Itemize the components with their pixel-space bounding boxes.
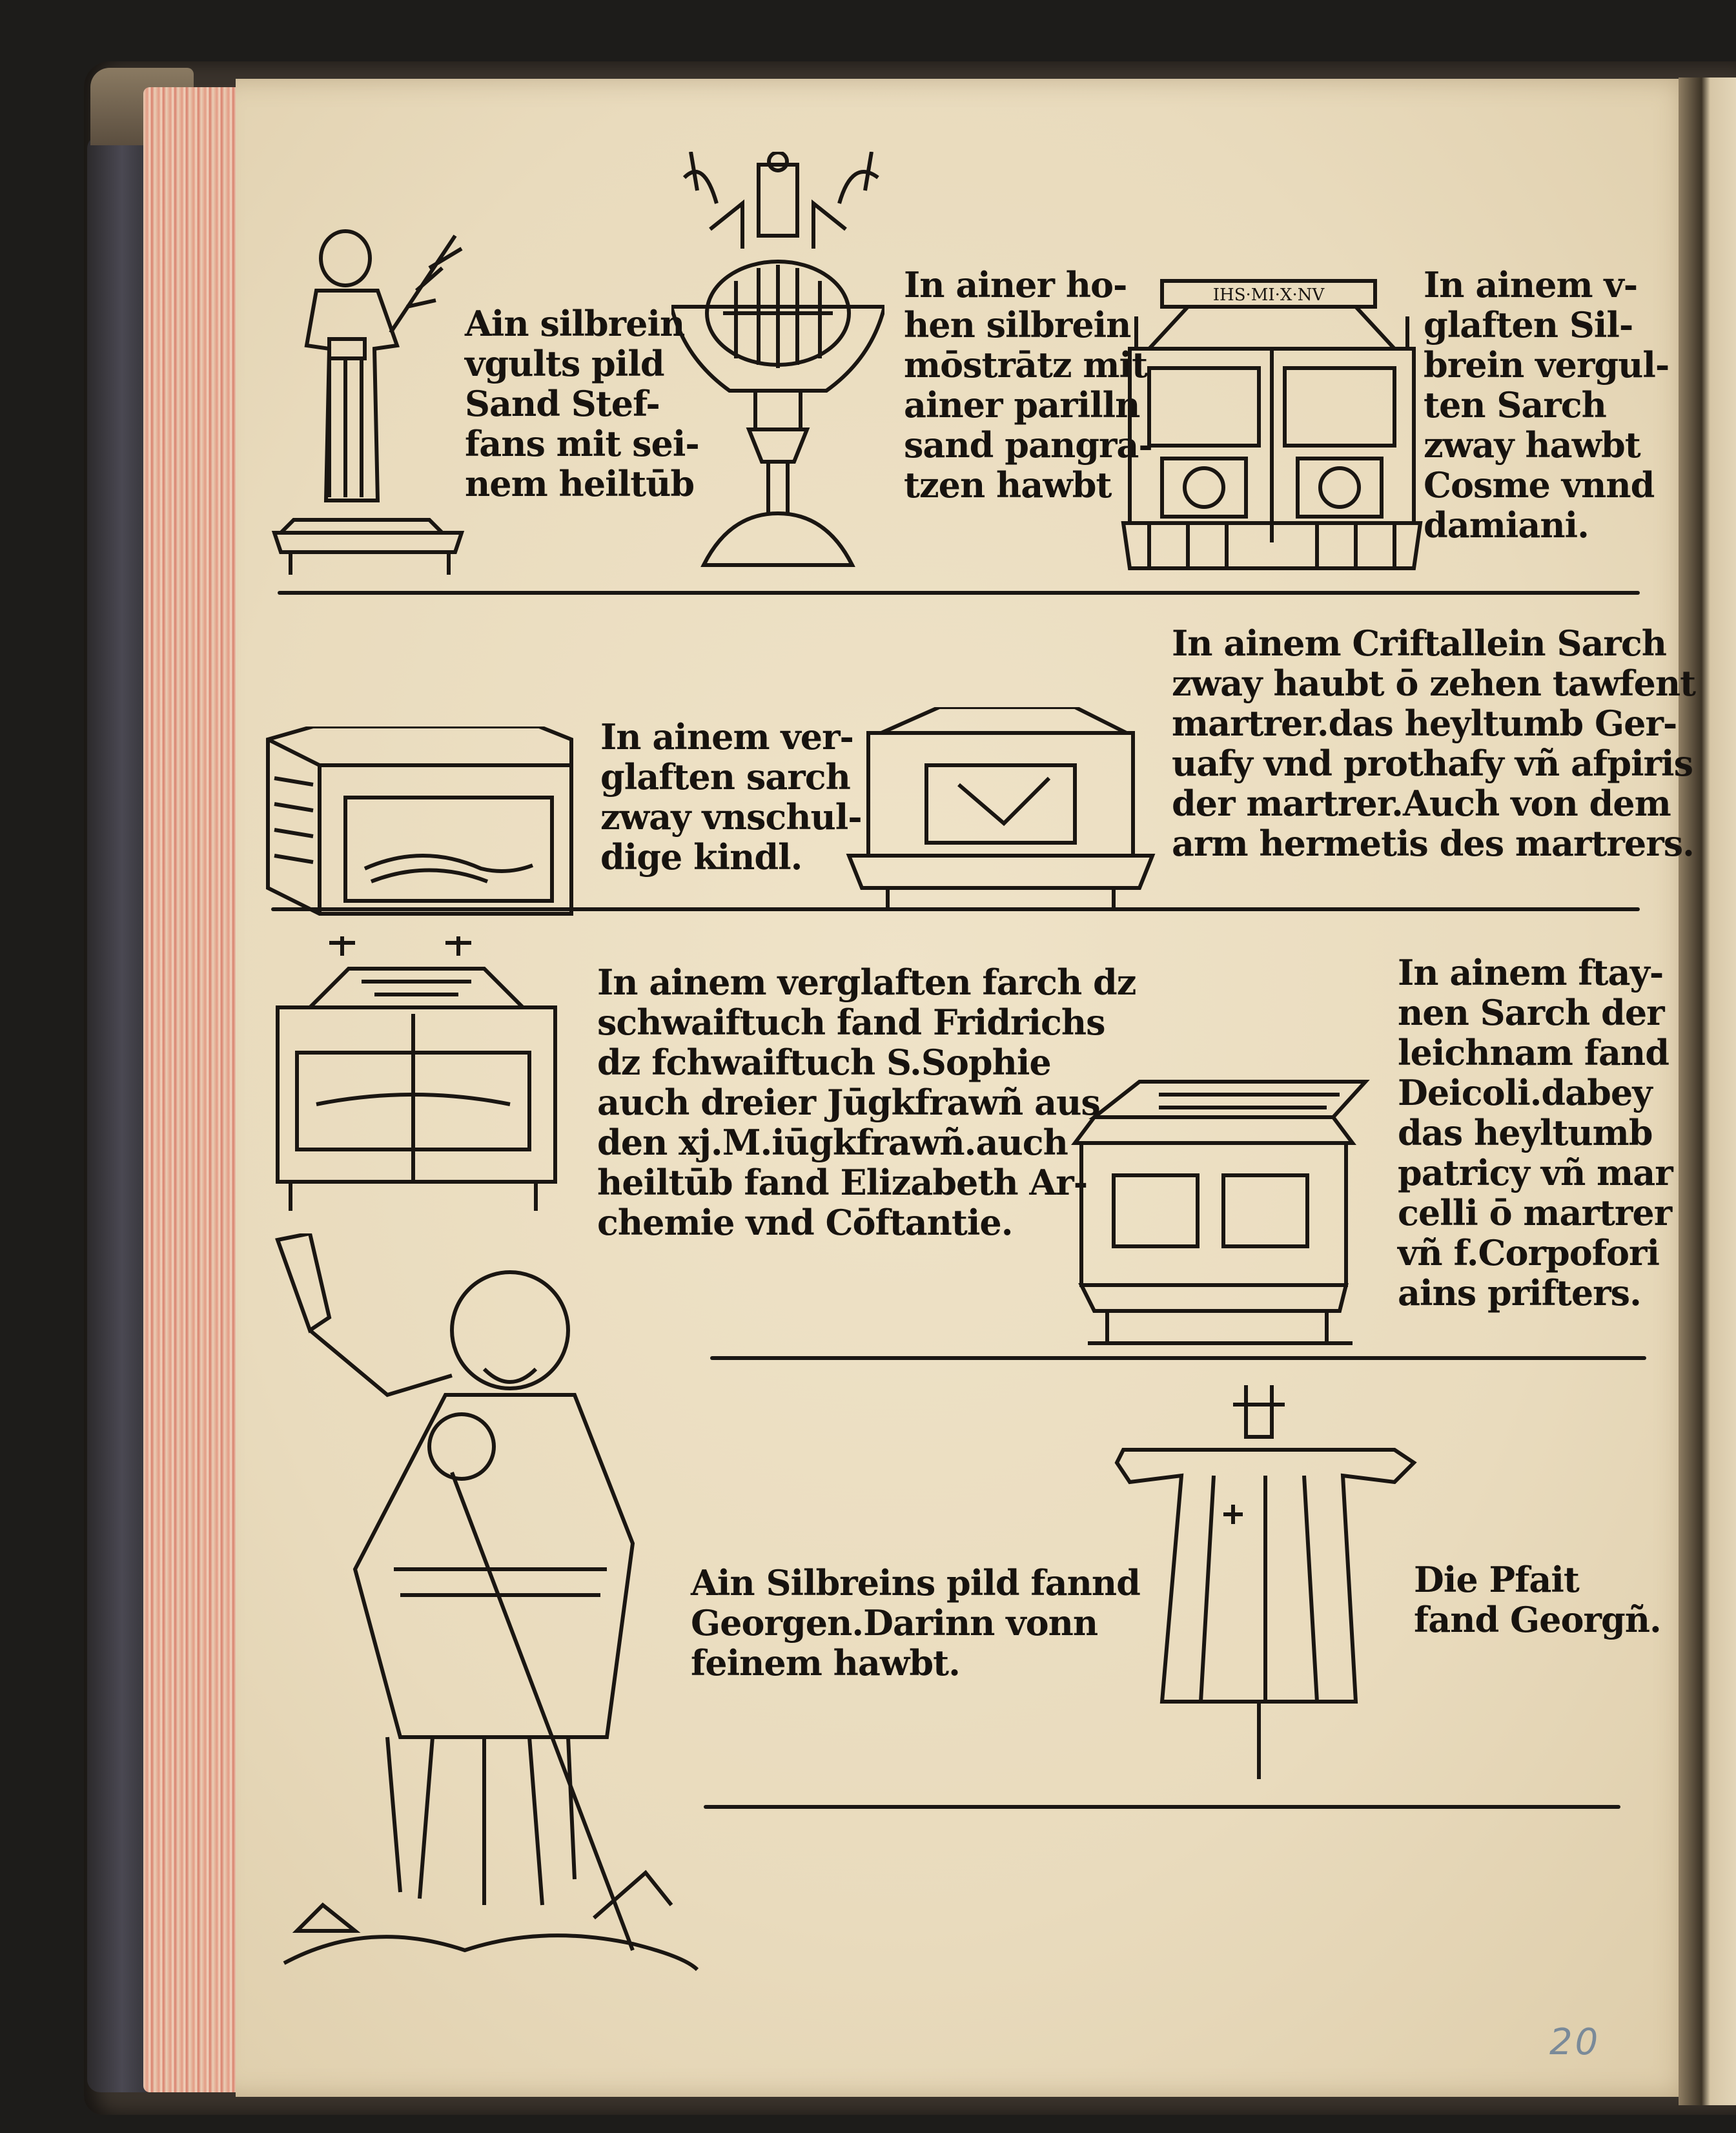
deicoli-sarch-woodcut — [1068, 1078, 1378, 1350]
page-gutter — [1679, 77, 1736, 2105]
caption-deicoli: In ainem ftay- nen Sarch der leichnam fand Deicoli.dabey das heyltumb patricy vñ mar celli ō martrer vñ f.Corpofori ains prifters. — [1398, 952, 1673, 1314]
divider-rule-1 — [278, 591, 1640, 595]
caption-stefan: Ain silbrein vgults pild Sand Stef- fans mit sei- nem heiltūb — [465, 303, 699, 504]
cristallein-sarch-woodcut — [842, 707, 1159, 907]
kindl-sarcophagus-woodcut — [261, 726, 578, 920]
page-edges — [143, 87, 247, 2092]
caption-fridrich: In ainem verglaften farch dz schwaiftuch fand Fridrichs dz fchwaiftuch S.Sophie auch dreier Jūgkfrawñ aus den xj.M.iūgkfrawñ.auch heiltūb fand Elizabeth Ar- chemie vnd Cōftantie. — [597, 962, 1136, 1243]
saint-george-statue-woodcut — [271, 1233, 710, 1976]
pangratz-monstrance-woodcut — [671, 152, 884, 578]
fridrich-sarch-woodcut — [271, 936, 575, 1221]
caption-cosme-damiani: In ainem v- glaften Sil- brein vergul- ten Sarch zway hawbt Cosme vnnd damiani. — [1424, 264, 1670, 546]
caption-pfait: Die Pfait fand Georgñ. — [1414, 1559, 1661, 1640]
stefan-statue-woodcut — [268, 229, 475, 581]
caption-georgen: Ain Silbreins pild fannd Georgen.Darinn vonn feinem hawbt. — [691, 1562, 1140, 1684]
pfait-tunic-woodcut — [1110, 1379, 1420, 1792]
caption-pangratz: In ainer ho- hen silbrein mōstrātz mit ainer parilln sand pangra- tzen hawbt — [904, 264, 1152, 506]
reliquary-inscription: IΗS·MI·X·NV — [1212, 285, 1325, 305]
divider-rule-3 — [710, 1356, 1646, 1360]
caption-zehen-tawsent-martrer: In ainem Criftallein Sarch zway haubt ō zehen tawfent martrer.das heyltumb Ger- uafy vnd prothafy vñ afpiris der martrer.Auch von dem arm hermetis des martrers. — [1172, 623, 1696, 864]
folio-number: 20 — [1549, 2021, 1601, 2063]
divider-rule-4 — [704, 1805, 1620, 1809]
cosme-damiani-reliquary-woodcut — [1110, 265, 1433, 575]
caption-kindl: In ainem ver- glaften sarch zway vnschul- dige kindl. — [600, 716, 862, 878]
